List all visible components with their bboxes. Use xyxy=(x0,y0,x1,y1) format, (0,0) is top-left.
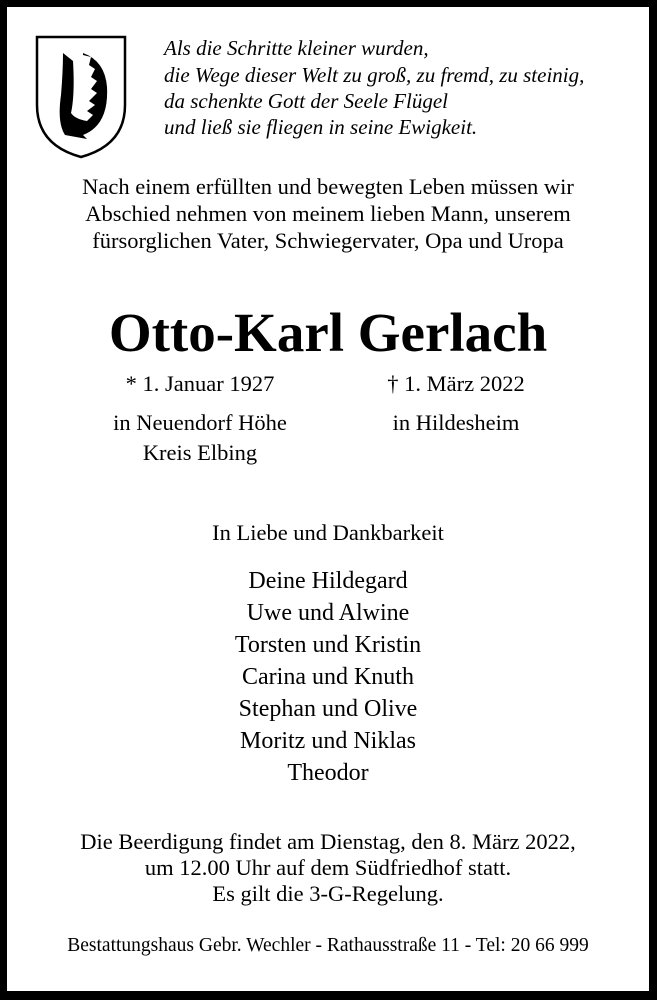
family-member: Deine Hildegard xyxy=(248,568,408,594)
death-date: † 1. März 2022 xyxy=(387,371,525,396)
verse-line: die Wege dieser Welt zu groß, zu fremd, zu steinig, xyxy=(164,63,585,87)
family-member: Carina und Knuth xyxy=(242,664,414,690)
intro-line: Nach einem erfüllten und bewegten Leben müssen wir xyxy=(82,174,574,199)
death-place: in Hildesheim xyxy=(392,410,520,435)
family-member: Torsten und Kristin xyxy=(234,632,422,658)
coat-of-arms-antler-icon xyxy=(35,35,127,159)
verse-line: und ließ sie fliegen in seine Ewigkeit. xyxy=(164,115,478,139)
closing-line: In Liebe und Dankbarkeit xyxy=(212,520,444,545)
family-member: Theodor xyxy=(287,760,369,786)
family-member: Uwe und Alwine xyxy=(246,600,410,626)
family-member: Moritz und Niklas xyxy=(240,728,416,754)
intro-line: fürsorglichen Vater, Schwiegervater, Opa und Uropa xyxy=(92,228,564,253)
birth-place: Kreis Elbing xyxy=(142,440,258,465)
funeral-line: Die Beerdigung findet am Dienstag, den 8. März 2022, xyxy=(80,829,576,854)
funeral-home-footer: Bestattungshaus Gebr. Wechler - Rathausstraße 11 - Tel: 20 66 999 xyxy=(67,935,589,956)
funeral-line: um 12.00 Uhr auf dem Südfriedhof statt. xyxy=(144,855,512,880)
deceased-name: Otto-Karl Gerlach xyxy=(108,302,548,363)
family-member: Stephan und Olive xyxy=(238,696,418,722)
verse-line: da schenkte Gott der Seele Flügel xyxy=(164,89,448,113)
birth-date: * 1. Januar 1927 xyxy=(125,371,275,396)
birth-place: in Neuendorf Höhe xyxy=(113,410,287,435)
funeral-line: Es gilt die 3-G-Regelung. xyxy=(212,881,444,906)
obituary-notice xyxy=(7,7,649,991)
intro-line: Abschied nehmen von meinem lieben Mann, unserem xyxy=(85,201,571,226)
verse-line: Als die Schritte kleiner wurden, xyxy=(164,36,429,60)
